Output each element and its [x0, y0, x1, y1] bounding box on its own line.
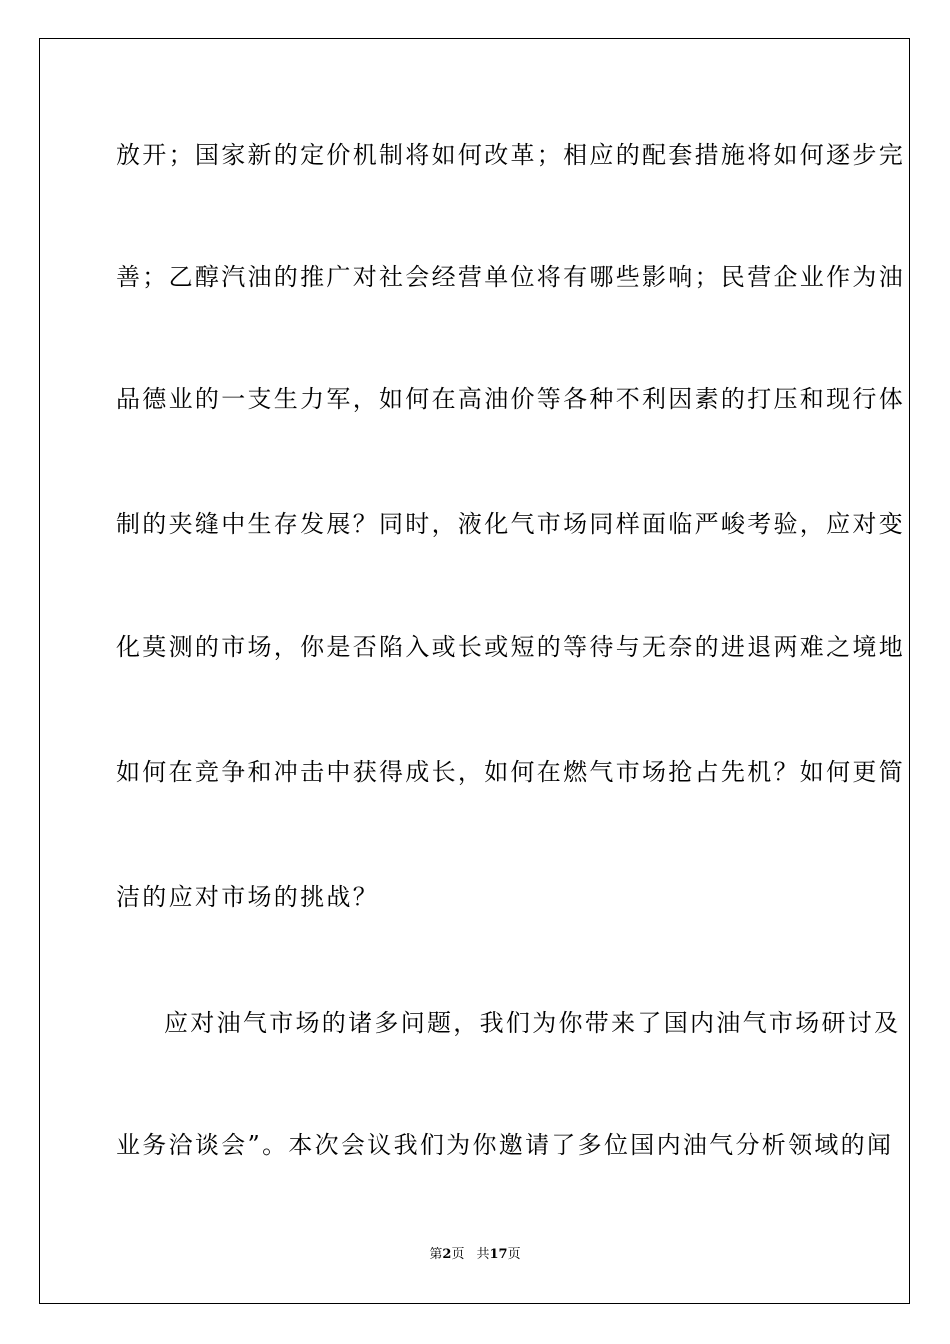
total-prefix: 共: [476, 1247, 490, 1262]
page-suffix: 页: [451, 1247, 465, 1262]
total-suffix: 页: [507, 1247, 521, 1262]
body-text-line: 放开；国家新的定价机制将如何改革；相应的配套措施将如何逐步完: [116, 141, 905, 169]
page-border: [39, 38, 910, 1304]
page-prefix: 第: [429, 1247, 443, 1262]
page-number: 2: [442, 1247, 452, 1262]
total-pages: 17: [489, 1247, 508, 1262]
body-text-line: 化莫测的市场，你是否陷入或长或短的等待与无奈的进退两难之境地: [116, 633, 905, 661]
body-text-line: 善；乙醇汽油的推广对社会经营单位将有哪些影响；民营企业作为油: [116, 263, 905, 291]
body-text-line: 业务洽谈会”。本次会议我们为你邀请了多位国内油气分析领域的闻: [116, 1131, 894, 1159]
body-text-line: 品德业的一支生力军，如何在高油价等各种不利因素的打压和现行体: [116, 385, 905, 413]
page-footer: [0, 1246, 950, 1264]
paragraph-first-line: 应对油气市场的诸多问题，我们为你带来了国内油气市场研讨及: [164, 1009, 901, 1037]
body-text-line: 如何在竞争和冲击中获得成长，如何在燃气市场抢占先机？如何更简: [116, 758, 905, 786]
body-text-line: 制的夹缝中生存发展？同时，液化气市场同样面临严峻考验，应对变: [116, 510, 905, 538]
body-text-line: 洁的应对市场的挑战？: [116, 883, 379, 911]
